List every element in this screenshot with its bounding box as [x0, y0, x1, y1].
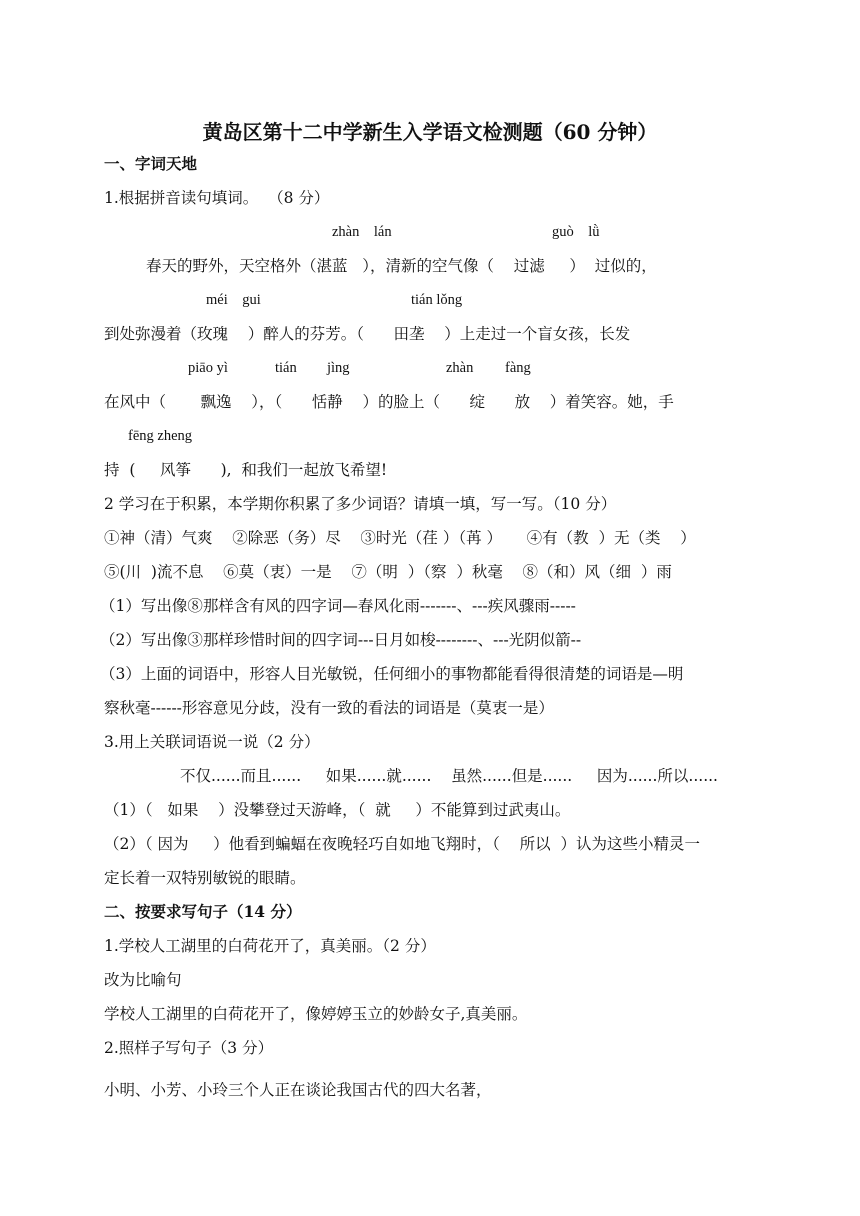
q3-line-2: （2）（ 因为 ）他看到蝙蝠在夜晚轻巧自如地飞翔时，（ 所以 ）认为这些小精灵一 [104, 835, 700, 853]
q2-line-2: ⑤(川 )流不息 ⑥莫（衷）一是 ⑦（明 ）（察 ）秋毫 ⑧（和）风（细 ）雨 [104, 563, 672, 581]
q2-line-5: （3）上面的词语中，形容人目光敏锐，任何细小的事物都能看得很清楚的词语是—明 [100, 665, 684, 683]
q3-line-3: 定长着一双特别敏锐的眼睛。 [104, 869, 306, 887]
s2-line-5: 小明、小芳、小玲三个人正在谈论我国古代的四大名著， [104, 1081, 492, 1099]
pinyin-jing: jìng [327, 360, 350, 376]
section1-heading: 一、字词天地 [104, 154, 198, 173]
s2-line-3: 学校人工湖里的白荷花开了，像婷婷玉立的妙龄女子,真美丽。 [104, 1005, 528, 1023]
q2-line-6: 察秋毫------形容意见分歧，没有一致的看法的词语是（莫衷一是） [104, 699, 554, 717]
q1-line-1: 春天的野外，天空格外（湛蓝 ），清新的空气像（ 过滤 ） 过似的， [146, 257, 657, 275]
pinyin-meigui: méi gui [206, 292, 261, 308]
q2-line-4: （2）写出像③那样珍惜时间的四字词---日月如梭--------、---光阴似箭-- [100, 631, 582, 649]
q1-line-2: 到处弥漫着（玫瑰 ）醉人的芬芳。（ 田垄 ）上走过一个盲女孩，长发 [104, 325, 631, 343]
q3-options: 不仅......而且...... 如果......就...... 虽然......但是...... 因为......所以...... [180, 767, 718, 785]
q2-prompt: 2 学习在于积累，本学期你积累了多少词语？请填一填，写一写。（10 分） [104, 495, 617, 513]
s2-line-4: 2.照样子写句子（3 分） [104, 1039, 274, 1057]
pinyin-fang: fàng [505, 360, 531, 376]
section2-heading: 二、按要求写句子（14 分） [104, 902, 302, 921]
q1-line-3: 在风中（ 飘逸 ），（ 恬静 ）的脸上（ 绽 放 ）着笑容。她，手 [104, 393, 674, 411]
pinyin-zhan: zhàn [446, 360, 474, 376]
q2-line-1: ①神（清）气爽 ②除恶（务）尽 ③时光（荏 ）（苒 ） ④有（教 ）无（类 ） [104, 529, 696, 547]
pinyin-guolv: guò lǜ [552, 224, 600, 240]
s2-line-1: 1.学校人工湖里的白荷花开了，真美丽。（2 分） [104, 937, 436, 955]
pinyin-zhanlan: zhàn lán [332, 224, 392, 240]
pinyin-fengzheng: fēng zheng [128, 428, 193, 444]
s2-line-2: 改为比喻句 [104, 971, 182, 989]
page-title: 黄岛区第十二中学新生入学语文检测题（60 分钟） [202, 120, 658, 144]
q1-line-4: 持 ( 风筝 ), 和我们一起放飞希望! [104, 461, 388, 479]
q3-prompt: 3.用上关联词语说一说（2 分） [104, 733, 320, 751]
pinyin-tianlong: tián lǒng [411, 292, 463, 308]
q3-line-1: （1）（ 如果 ）没攀登过天游峰，（ 就 ）不能算到过武夷山。 [104, 801, 571, 819]
q2-line-3: （1）写出像⑧那样含有风的四字词—春风化雨-------、---疾风骤雨----- [100, 597, 576, 615]
q1-prompt: 1.根据拼音读句填词。 （8 分） [104, 189, 330, 207]
pinyin-piaoyi: piāo yì [188, 360, 228, 376]
pinyin-tian: tián [275, 360, 297, 376]
